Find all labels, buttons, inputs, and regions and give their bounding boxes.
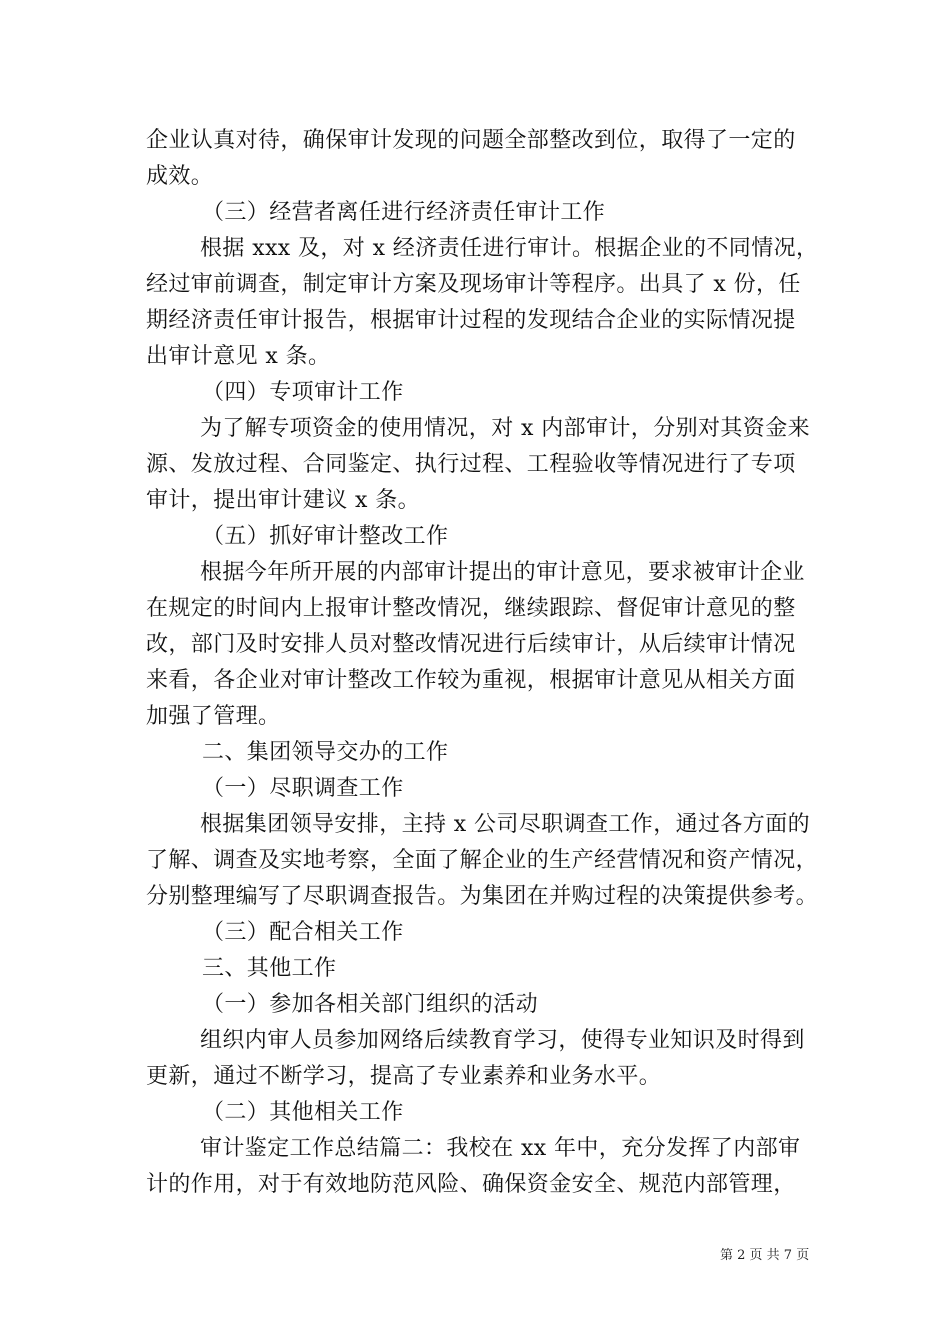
text-line: 在规定的时间内上报审计整改情况，继续跟踪、督促审计意见的整 [146, 596, 796, 621]
text-line: 审计鉴定工作总结篇二：我校在 xx 年中，充分发挥了内部审 [200, 1136, 801, 1161]
text-line: 审计，提出审计建议 x 条。 [146, 488, 420, 513]
text-line: 组织内审人员参加网络后续教育学习，使得专业知识及时得到 [200, 1028, 805, 1053]
text-line: 出审计意见 x 条。 [146, 344, 331, 369]
page-number: 第 2 页 共 7 页 [720, 1248, 810, 1263]
section-heading: （一）尽职调查工作 [202, 776, 404, 801]
text-line: 为了解专项资金的使用情况，对 x 内部审计，分别对其资金来 [200, 416, 810, 441]
text-line: 来看，各企业对审计整改工作较为重视，根据审计意见从相关方面 [146, 668, 796, 693]
text-line: 企业认真对待，确保审计发现的问题全部整改到位，取得了一定的 [146, 128, 796, 153]
text-line: 成效。 [146, 164, 214, 189]
text-line: 源、发放过程、合同鉴定、执行过程、工程验收等情况进行了专项 [146, 452, 796, 477]
section-heading: 三、其他工作 [202, 956, 337, 981]
text-line: 计的作用，对于有效地防范风险、确保资金安全、规范内部管理， [146, 1172, 796, 1197]
section-heading: （三）经营者离任进行经济责任审计工作 [202, 200, 606, 225]
section-heading: （二）其他相关工作 [202, 1100, 404, 1125]
text-line: 分别整理编写了尽职调查报告。为集团在并购过程的决策提供参考。 [146, 884, 819, 909]
section-heading: （三）配合相关工作 [202, 920, 404, 945]
text-line: 期经济责任审计报告，根据审计过程的发现结合企业的实际情况提 [146, 308, 796, 333]
text-line: 加强了管理。 [146, 704, 281, 729]
text-line: 经过审前调查，制定审计方案及现场审计等程序。出具了 x 份，任 [146, 272, 801, 297]
text-line: 改，部门及时安排人员对整改情况进行后续审计，从后续审计情况 [146, 632, 796, 657]
text-line: 了解、调查及实地考察，全面了解企业的生产经营情况和资产情况， [146, 848, 819, 873]
section-heading: （五）抓好审计整改工作 [202, 524, 449, 549]
text-line: 根据集团领导安排，主持 x 公司尽职调查工作，通过各方面的 [200, 812, 810, 837]
text-line: 根据 xxx 及，对 x 经济责任进行审计。根据企业的不同情况， [200, 236, 819, 261]
section-heading: 二、集团领导交办的工作 [202, 740, 449, 765]
text-line: 更新，通过不断学习，提高了专业素养和业务水平。 [146, 1064, 662, 1089]
section-heading: （一）参加各相关部门组织的活动 [202, 992, 539, 1017]
text-line: 根据今年所开展的内部审计提出的审计意见，要求被审计企业 [200, 560, 805, 585]
section-heading: （四）专项审计工作 [202, 380, 404, 405]
